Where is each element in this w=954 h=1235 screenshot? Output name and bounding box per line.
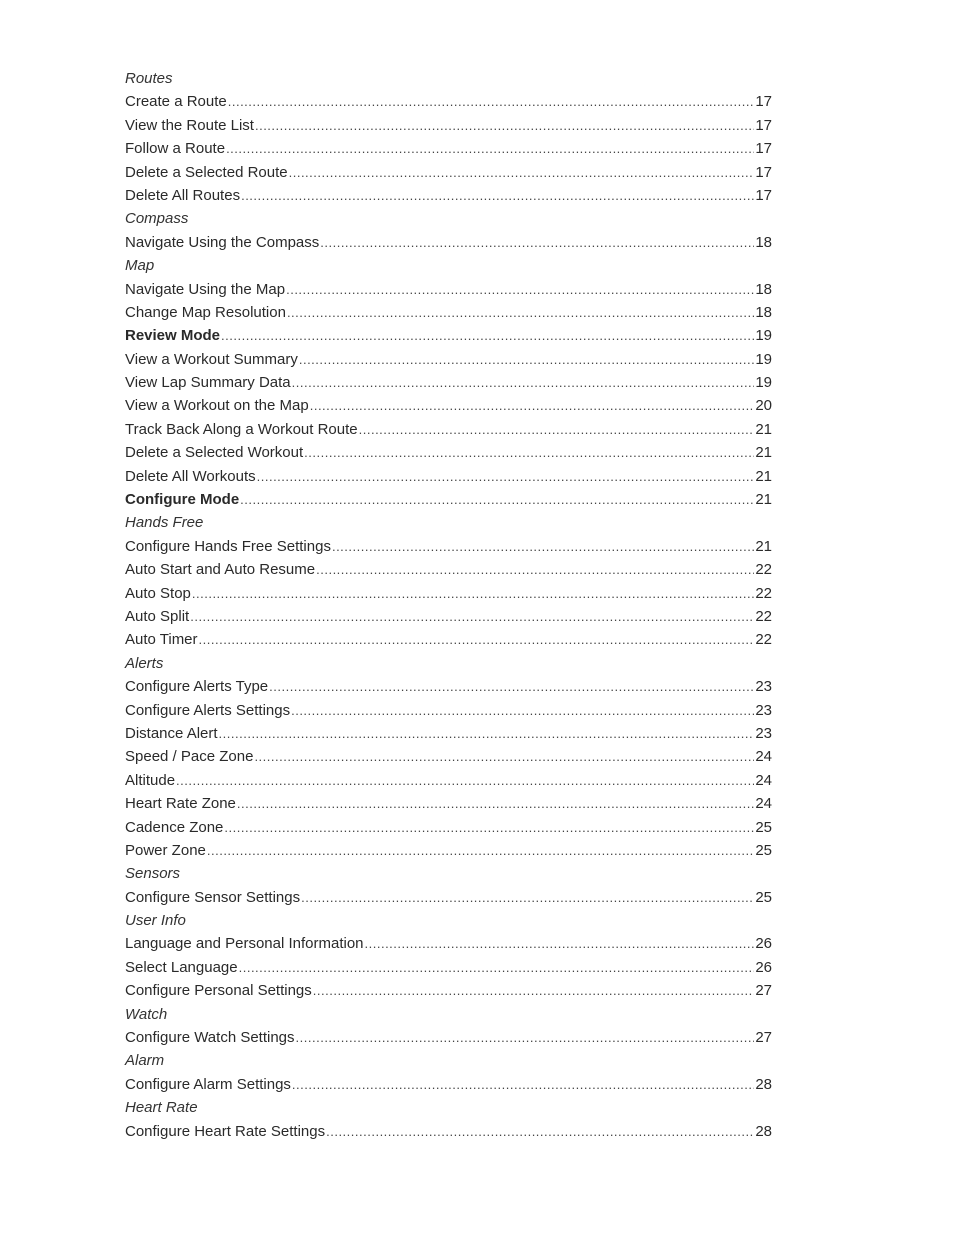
- toc-entry[interactable]: [125, 722, 772, 745]
- table-of-contents: [125, 67, 772, 1143]
- toc-entry[interactable]: [125, 278, 772, 301]
- toc-entry[interactable]: [125, 932, 772, 955]
- toc-entry[interactable]: [125, 699, 772, 722]
- toc-entry[interactable]: [125, 465, 772, 488]
- toc-page-number: 22: [755, 607, 772, 625]
- toc-entry[interactable]: [125, 184, 772, 207]
- toc-entry-title: Change Map Resolution: [125, 303, 286, 321]
- toc-entry[interactable]: [125, 161, 772, 184]
- toc-entry-title: Navigate Using the Compass: [125, 233, 320, 251]
- toc-entry[interactable]: [125, 394, 772, 417]
- dot-leader: [299, 348, 754, 371]
- dot-leader: [254, 745, 754, 768]
- toc-section-heading: Alerts: [125, 654, 164, 672]
- toc-entry[interactable]: [125, 558, 772, 581]
- toc-page-number: 24: [755, 748, 772, 766]
- toc-entry-title: Configure Sensor Settings: [125, 888, 301, 906]
- toc-section-heading: User Info: [125, 912, 186, 930]
- toc-entry-title: View a Workout on the Map: [125, 397, 309, 415]
- toc-chapter-entry[interactable]: [125, 488, 772, 511]
- toc-entry[interactable]: [125, 605, 772, 628]
- toc-entry-title: Heart Rate Zone: [125, 795, 236, 813]
- dot-leader: [304, 441, 754, 464]
- dot-leader: [292, 1073, 754, 1096]
- toc-page-number: 20: [755, 397, 772, 415]
- dot-leader: [269, 675, 754, 698]
- dot-leader: [224, 816, 754, 839]
- toc-entry-title: Altitude: [125, 771, 176, 789]
- toc-page-number: 25: [755, 841, 772, 859]
- toc-page-number: 17: [755, 116, 772, 134]
- toc-entry-title: Delete All Workouts: [125, 467, 256, 485]
- toc-page-number: 27: [755, 982, 772, 1000]
- toc-entry[interactable]: [125, 90, 772, 113]
- toc-entry-title: Create a Route: [125, 93, 227, 111]
- toc-page-number: 24: [755, 795, 772, 813]
- dot-leader: [289, 161, 755, 184]
- toc-entry[interactable]: [125, 979, 772, 1002]
- dot-leader: [237, 792, 754, 815]
- toc-entry[interactable]: [125, 769, 772, 792]
- toc-section-heading: Compass: [125, 210, 189, 228]
- toc-page-number: 25: [755, 888, 772, 906]
- toc-page-number: 18: [755, 280, 772, 298]
- toc-page-number: 23: [755, 678, 772, 696]
- toc-entry[interactable]: [125, 675, 772, 698]
- toc-page-number: 21: [755, 467, 772, 485]
- dot-leader: [240, 488, 754, 511]
- toc-page-number: 21: [755, 420, 772, 438]
- toc-entry[interactable]: [125, 535, 772, 558]
- dot-leader: [239, 956, 755, 979]
- dot-leader: [313, 979, 755, 1002]
- toc-page-number: 21: [755, 444, 772, 462]
- dot-leader: [286, 278, 754, 301]
- toc-section-heading: Sensors: [125, 865, 181, 883]
- toc-section-heading: Alarm: [125, 1052, 165, 1070]
- toc-entry[interactable]: [125, 1120, 772, 1143]
- dot-leader: [221, 324, 754, 347]
- toc-entry-title: Select Language: [125, 958, 238, 976]
- toc-entry-title: Configure Mode: [125, 491, 240, 509]
- toc-entry[interactable]: [125, 628, 772, 651]
- toc-entry-title: Cadence Zone: [125, 818, 224, 836]
- toc-entry[interactable]: [125, 816, 772, 839]
- toc-entry-title: Power Zone: [125, 841, 206, 859]
- toc-entry-title: Delete a Selected Route: [125, 163, 288, 181]
- dot-leader: [365, 932, 755, 955]
- dot-leader: [332, 535, 754, 558]
- toc-entry[interactable]: [125, 956, 772, 979]
- toc-entry[interactable]: [125, 745, 772, 768]
- toc-page-number: 23: [755, 701, 772, 719]
- toc-entry[interactable]: [125, 231, 772, 254]
- dot-leader: [292, 371, 755, 394]
- dot-leader: [226, 137, 754, 160]
- toc-page-number: 28: [755, 1122, 772, 1140]
- toc-entry[interactable]: [125, 839, 772, 862]
- dot-leader: [316, 558, 754, 581]
- toc-page-number: 17: [755, 93, 772, 111]
- toc-entry[interactable]: [125, 792, 772, 815]
- toc-entry-title: Configure Personal Settings: [125, 982, 312, 1000]
- toc-entry[interactable]: [125, 1026, 772, 1049]
- toc-page-number: 17: [755, 163, 772, 181]
- dot-leader: [199, 628, 755, 651]
- toc-entry-title: Speed / Pace Zone: [125, 748, 254, 766]
- toc-entry-title: View Lap Summary Data: [125, 374, 291, 392]
- toc-entry-title: Configure Alarm Settings: [125, 1075, 291, 1093]
- toc-section-heading: Heart Rate: [125, 1099, 198, 1117]
- toc-entry-title: Language and Personal Information: [125, 935, 364, 953]
- toc-page-number: 24: [755, 771, 772, 789]
- toc-entry[interactable]: [125, 137, 772, 160]
- toc-page-number: 21: [755, 537, 772, 555]
- toc-page-number: 19: [755, 374, 772, 392]
- toc-entry-title: Distance Alert: [125, 724, 218, 742]
- dot-leader: [320, 231, 754, 254]
- toc-section-heading: Routes: [125, 70, 173, 87]
- toc-entry-title: Track Back Along a Workout Route: [125, 420, 358, 438]
- toc-entry-title: Auto Split: [125, 607, 190, 625]
- toc-entry-title: Configure Watch Settings: [125, 1029, 295, 1047]
- toc-entry-title: Auto Timer: [125, 631, 198, 649]
- toc-page-number: 19: [755, 350, 772, 368]
- toc-entry-title: Delete All Routes: [125, 186, 241, 204]
- toc-entry-title: Delete a Selected Workout: [125, 444, 304, 462]
- toc-entry-title: View a Workout Summary: [125, 350, 298, 368]
- toc-chapter-entry[interactable]: [125, 324, 772, 347]
- toc-page-number: 26: [755, 958, 772, 976]
- toc-page-number: 25: [755, 818, 772, 836]
- toc-entry-title: Configure Alerts Type: [125, 678, 269, 696]
- toc-entry-title: Review Mode: [125, 327, 221, 345]
- dot-leader: [359, 418, 755, 441]
- toc-page-number: 22: [755, 631, 772, 649]
- toc-entry[interactable]: [125, 301, 772, 324]
- toc-entry[interactable]: [125, 441, 772, 464]
- dot-leader: [190, 605, 754, 628]
- dot-leader: [296, 1026, 755, 1049]
- toc-entry-title: Auto Start and Auto Resume: [125, 561, 316, 579]
- toc-entry-title: View the Route List: [125, 116, 254, 134]
- toc-section-heading: Map: [125, 257, 155, 275]
- toc-entry[interactable]: [125, 371, 772, 394]
- toc-page-number: 17: [755, 186, 772, 204]
- toc-entry[interactable]: [125, 1073, 772, 1096]
- toc-entry[interactable]: [125, 114, 772, 137]
- toc-entry-title: Configure Alerts Settings: [125, 701, 291, 719]
- dot-leader: [176, 769, 754, 792]
- dot-leader: [207, 839, 754, 862]
- dot-leader: [255, 114, 754, 137]
- dot-leader: [310, 394, 755, 417]
- dot-leader: [257, 465, 755, 488]
- toc-page-number: 26: [755, 935, 772, 953]
- toc-page-number: 22: [755, 561, 772, 579]
- dot-leader: [287, 301, 754, 324]
- toc-page-number: 21: [755, 491, 772, 509]
- toc-entry-title: Navigate Using the Map: [125, 280, 286, 298]
- dot-leader: [241, 184, 754, 207]
- toc-page-number: 22: [755, 584, 772, 602]
- toc-page-number: 17: [755, 140, 772, 158]
- dot-leader: [301, 886, 754, 909]
- toc-section-heading: Hands Free: [125, 514, 204, 532]
- toc-entry-title: Follow a Route: [125, 140, 226, 158]
- toc-entry[interactable]: [125, 886, 772, 909]
- toc-entry[interactable]: [125, 348, 772, 371]
- dot-leader: [219, 722, 755, 745]
- toc-entry-title: Configure Hands Free Settings: [125, 537, 331, 555]
- toc-page-number: 18: [755, 233, 772, 251]
- toc-entry-title: Configure Heart Rate Settings: [125, 1122, 326, 1140]
- toc-entry-title: Auto Stop: [125, 584, 191, 602]
- toc-page-number: 18: [755, 303, 772, 321]
- dot-leader: [326, 1120, 754, 1143]
- toc-page-number: 28: [755, 1075, 772, 1093]
- toc-page-number: 27: [755, 1029, 772, 1047]
- toc-section-heading: Watch: [125, 1005, 168, 1023]
- toc-entry[interactable]: [125, 582, 772, 605]
- toc-page-number: 23: [755, 724, 772, 742]
- dot-leader: [192, 582, 754, 605]
- toc-entry[interactable]: [125, 418, 772, 441]
- dot-leader: [228, 90, 755, 113]
- toc-page-number: 19: [755, 327, 772, 345]
- dot-leader: [291, 699, 754, 722]
